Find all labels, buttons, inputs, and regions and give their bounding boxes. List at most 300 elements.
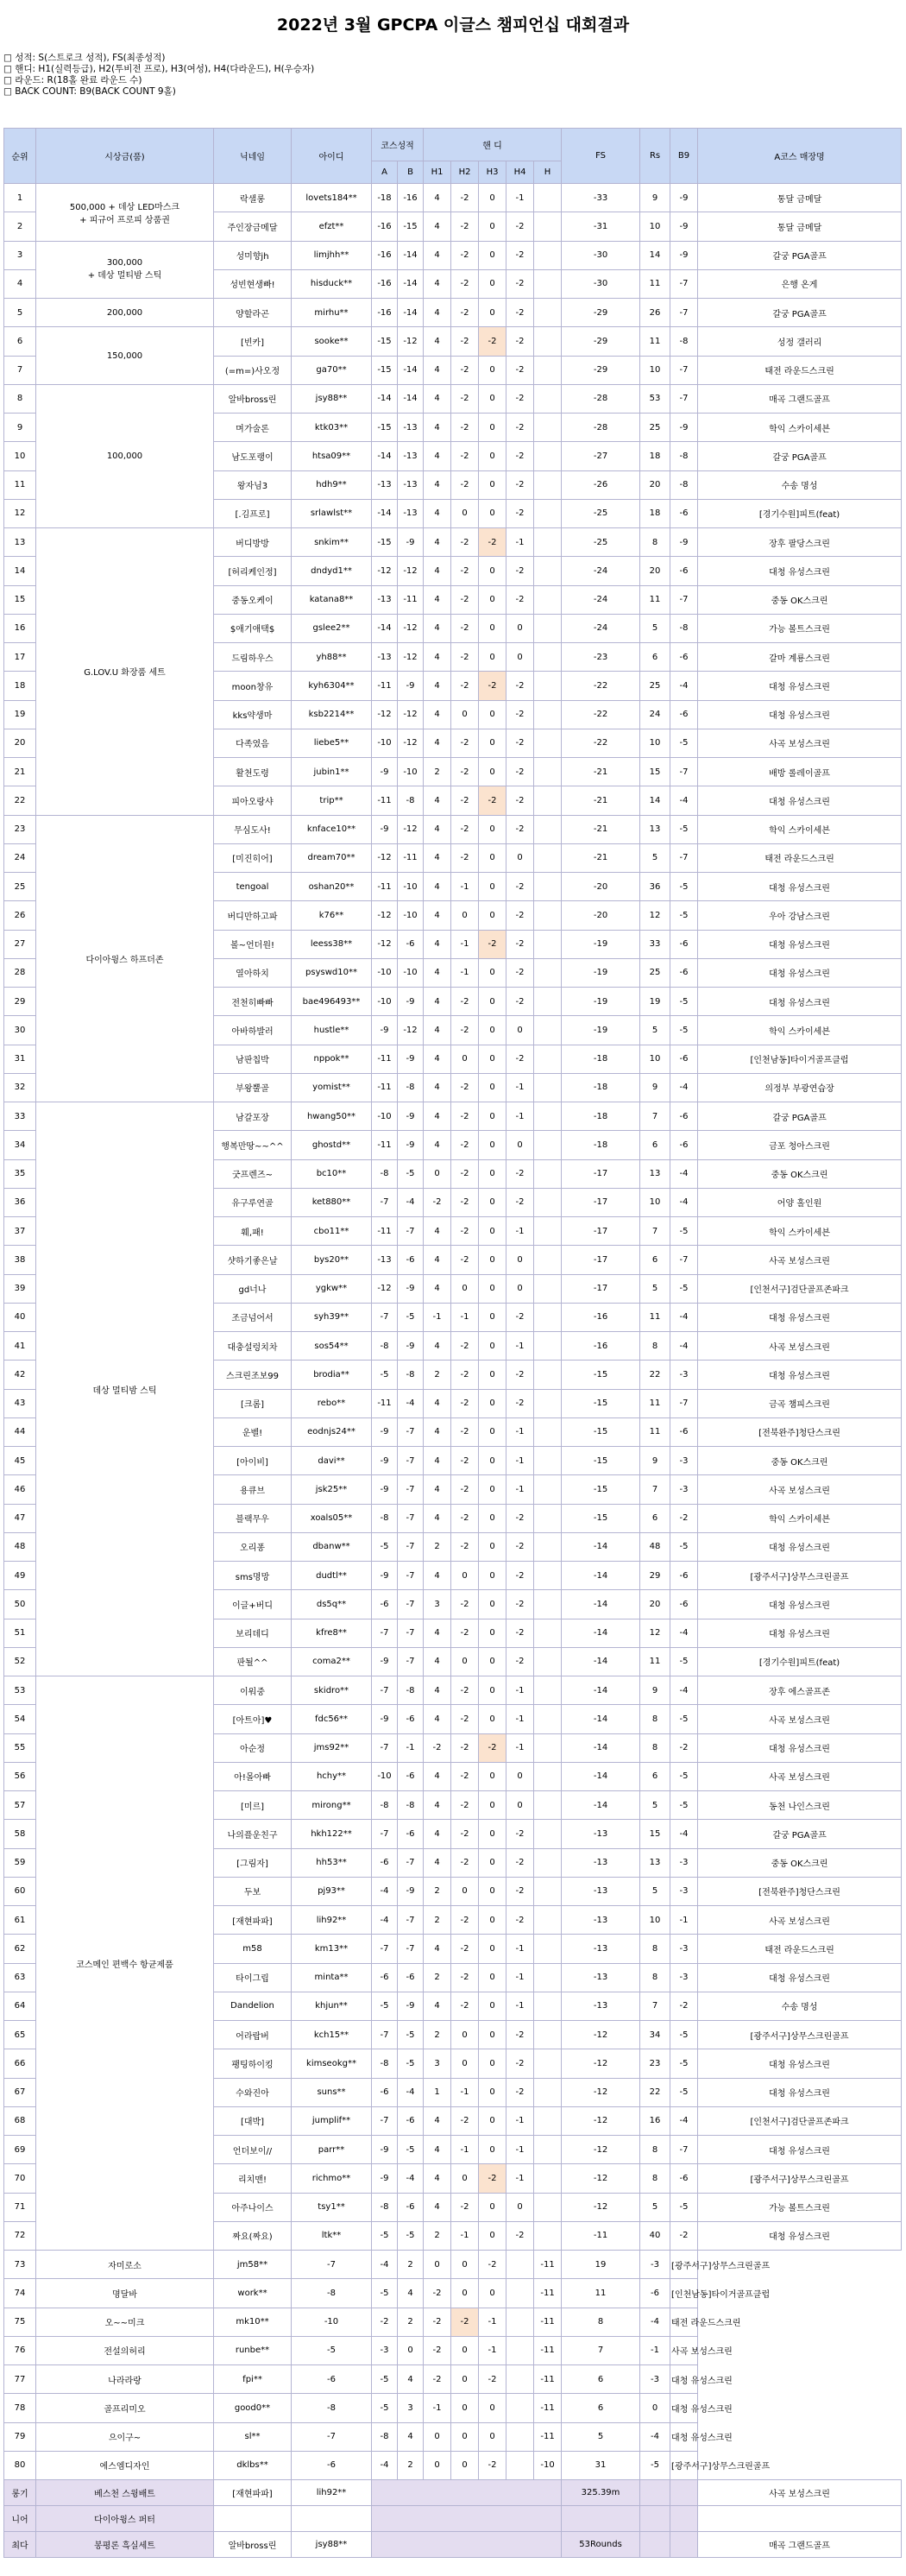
h3-cell: 0 (479, 1188, 506, 1216)
b-cell: -7 (398, 1619, 424, 1647)
nickname-cell: 아!몰아빠 (214, 1762, 292, 1790)
h3-cell: 0 (479, 1217, 506, 1246)
h2-cell: 0 (451, 499, 479, 527)
id-cell: sooke** (292, 327, 372, 356)
h2-cell: -2 (451, 1762, 479, 1790)
h2-cell: -2 (451, 1417, 479, 1446)
fs-cell: -12 (562, 2193, 640, 2221)
store-cell: 갈궁 PGA골프 (698, 1820, 902, 1848)
a-cell: -7 (372, 1733, 398, 1762)
special-nickname-cell: [재현파파] (214, 2480, 292, 2506)
nickname-cell: 대충설렁치차 (214, 1332, 292, 1361)
h3-cell: 0 (479, 212, 506, 241)
h1-cell: 4 (424, 1217, 451, 1246)
header-h: H (534, 161, 562, 184)
h-cell (534, 1647, 562, 1676)
h4-cell: -2 (506, 212, 534, 241)
h3-cell: 0 (479, 1131, 506, 1159)
nickname-cell: 버디방방 (214, 528, 292, 557)
h3-cell: -2 (479, 930, 506, 958)
h-cell (534, 269, 562, 298)
b-cell: -6 (398, 930, 424, 958)
rank-cell: 51 (4, 1619, 36, 1647)
id-cell: syh39** (292, 1303, 372, 1331)
h2-cell: -2 (451, 1791, 479, 1820)
a-cell: -18 (372, 184, 398, 212)
h4-cell: -2 (506, 414, 534, 442)
b-cell: -7 (398, 1562, 424, 1590)
b9-cell: -5 (670, 1016, 698, 1045)
h3-cell: 0 (479, 1417, 506, 1446)
rank-cell: 15 (4, 585, 36, 614)
a-cell: -7 (292, 2251, 372, 2279)
h3-cell: 0 (479, 1389, 506, 1417)
store-cell: 가능 볼트스크린 (698, 2193, 902, 2221)
rs-cell: 29 (640, 1562, 670, 1590)
b9-cell: -6 (670, 1562, 698, 1590)
h-cell (534, 528, 562, 557)
h3-cell: 0 (479, 1159, 506, 1188)
rank-cell: 20 (4, 729, 36, 757)
store-cell: 학익 스카이세븐 (698, 1217, 902, 1246)
h1-cell: 4 (424, 327, 451, 356)
h4-cell: -1 (506, 1992, 534, 2020)
a-cell: -15 (372, 356, 398, 384)
page-title: 2022년 3월 GPCPA 이글스 챔피언십 대회결과 (276, 16, 630, 35)
b9-cell: -4 (670, 1619, 698, 1647)
fs-cell: -24 (562, 557, 640, 585)
b9-cell: -4 (670, 1676, 698, 1705)
b-cell: -6 (398, 1246, 424, 1274)
rank-cell: 25 (4, 873, 36, 901)
b-cell: -5 (372, 2394, 398, 2422)
b9-cell: -3 (640, 2251, 670, 2279)
h1-cell: 4 (424, 1447, 451, 1475)
h-cell (534, 384, 562, 413)
h1-cell: 4 (424, 1992, 451, 2020)
h2-cell: -2 (451, 786, 479, 815)
h-cell (534, 2106, 562, 2135)
special-prize-cell: 봉평론 흑실세트 (36, 2532, 214, 2558)
fs-cell: -13 (562, 1820, 640, 1848)
h3-cell: 0 (451, 2279, 479, 2308)
rs-cell: 22 (640, 2078, 670, 2106)
h4-cell: -2 (506, 988, 534, 1016)
fs-cell: -19 (562, 930, 640, 958)
a-cell: -13 (372, 470, 398, 499)
fs-cell: -21 (562, 843, 640, 872)
rank-cell: 18 (4, 672, 36, 700)
special-result-cell: 53Rounds (562, 2532, 640, 2558)
fs-cell: -21 (562, 758, 640, 786)
a-cell: -12 (372, 843, 398, 872)
rank-cell: 22 (4, 786, 36, 815)
b-cell: -6 (398, 1963, 424, 1992)
fs-cell: -23 (562, 643, 640, 672)
h3-cell: 0 (479, 815, 506, 843)
h4-cell: -2 (506, 873, 534, 901)
b9-cell: -9 (670, 528, 698, 557)
h2-cell: -2 (451, 1963, 479, 1992)
rank-cell: 60 (4, 1877, 36, 1905)
h-cell (534, 1877, 562, 1905)
rank-cell: 74 (4, 2279, 36, 2308)
b9-cell: -4 (670, 1332, 698, 1361)
a-cell: -16 (372, 241, 398, 269)
h-cell (534, 299, 562, 327)
header-store: A코스 매장명 (698, 129, 902, 184)
nickname-cell: [그림자] (214, 1848, 292, 1877)
fs-cell: -17 (562, 1159, 640, 1188)
a-cell: -9 (372, 2164, 398, 2193)
store-cell: [광주서구]상무스크린골프 (670, 2451, 698, 2479)
b-cell: -5 (398, 2049, 424, 2078)
h4-cell: -1 (506, 2106, 534, 2135)
special-award-row (4, 2480, 902, 2506)
nickname-cell: [재현파파] (214, 1906, 292, 1935)
h4-cell: -1 (506, 1963, 534, 1992)
h1-cell: 4 (424, 1131, 451, 1159)
a-cell: -12 (372, 930, 398, 958)
store-cell: 장후 팔당스크린 (698, 528, 902, 557)
nickname-cell: 샷하기좋은날 (214, 1246, 292, 1274)
h3-cell: 0 (479, 643, 506, 672)
h1-cell: 4 (424, 470, 451, 499)
h1-cell: 4 (424, 1504, 451, 1532)
b9-cell: -4 (670, 1073, 698, 1102)
h1-cell: 2 (424, 1963, 451, 1992)
b9-cell: -7 (670, 2136, 698, 2164)
store-cell: 수송 명성 (698, 470, 902, 499)
nickname-cell: m58 (214, 1935, 292, 1963)
id-cell: cbo11** (292, 1217, 372, 1246)
fs-cell: -14 (562, 1590, 640, 1619)
h-cell (534, 958, 562, 987)
h1-cell: 4 (424, 729, 451, 757)
rank-cell: 26 (4, 901, 36, 930)
rank-cell: 39 (4, 1274, 36, 1303)
nickname-cell: 드림하우스 (214, 643, 292, 672)
a-cell: -9 (372, 1475, 398, 1504)
nickname-cell: [빈카] (214, 327, 292, 356)
h4-cell: 0 (479, 2422, 506, 2451)
h1-cell: 2 (424, 1906, 451, 1935)
h-cell (534, 1159, 562, 1188)
nickname-cell: 행복만땅~~^^ (214, 1131, 292, 1159)
header-b9: B9 (670, 129, 698, 184)
h4-cell: -2 (506, 2221, 534, 2250)
h-cell (534, 1504, 562, 1532)
fs-cell: -15 (562, 1447, 640, 1475)
b9-cell: -9 (670, 414, 698, 442)
b9-cell: -4 (670, 1159, 698, 1188)
rank-cell: 38 (4, 1246, 36, 1274)
rs-cell: 23 (640, 2049, 670, 2078)
store-cell: 중동 OK스크린 (698, 585, 902, 614)
header-h1: H1 (424, 161, 451, 184)
a-cell: -14 (372, 614, 398, 642)
h1-cell: 4 (424, 384, 451, 413)
special-prize-cell: 다이아윙스 퍼터 (36, 2506, 214, 2532)
a-cell: -8 (372, 1791, 398, 1820)
h2-cell: -2 (451, 643, 479, 672)
h1-cell: 4 (424, 299, 451, 327)
rs-cell: 5 (640, 1877, 670, 1905)
b9-cell: -3 (670, 1475, 698, 1504)
rank-cell: 43 (4, 1389, 36, 1417)
fs-cell: -33 (562, 184, 640, 212)
nickname-cell: 활천도령 (214, 758, 292, 786)
a-cell: -14 (372, 442, 398, 470)
store-cell: 대청 유성스크린 (698, 2078, 902, 2106)
rs-cell: 26 (640, 299, 670, 327)
id-cell: eodnjs24** (292, 1417, 372, 1446)
fs-cell: -14 (562, 1762, 640, 1790)
rs-cell: 5 (640, 2193, 670, 2221)
h4-cell: -2 (506, 442, 534, 470)
rank-cell: 79 (4, 2422, 36, 2451)
id-cell: dndyd1** (292, 557, 372, 585)
rank-cell: 5 (4, 299, 36, 327)
id-cell: dream70** (292, 843, 372, 872)
id-cell: pj93** (292, 1877, 372, 1905)
nickname-cell: 남갈포장 (214, 1102, 292, 1131)
rs-cell: 53 (640, 384, 670, 413)
b-cell: -9 (398, 1992, 424, 2020)
rank-cell: 70 (4, 2164, 36, 2193)
rs-cell: 5 (640, 843, 670, 872)
nickname-cell: (=m=)사오정 (214, 356, 292, 384)
nickname-cell: 이워중 (214, 1676, 292, 1705)
nickname-cell: 두보 (214, 1877, 292, 1905)
h-cell (506, 2251, 534, 2279)
id-cell: xoals05** (292, 1504, 372, 1532)
h1-cell: 4 (424, 442, 451, 470)
rank-cell: 1 (4, 184, 36, 212)
h1-cell: 2 (398, 2451, 424, 2479)
a-cell: -9 (372, 758, 398, 786)
h4-cell: -2 (506, 585, 534, 614)
h3-cell: 0 (479, 1361, 506, 1389)
h-cell (506, 2422, 534, 2451)
rank-cell: 31 (4, 1045, 36, 1073)
h-cell (534, 1935, 562, 1963)
h3-cell: 0 (479, 470, 506, 499)
h3-cell: 0 (479, 901, 506, 930)
b9-cell: -5 (670, 1791, 698, 1820)
rank-cell: 8 (4, 384, 36, 413)
h1-cell: 4 (424, 1762, 451, 1790)
b-cell: -7 (398, 1848, 424, 1877)
h4-cell: -2 (506, 815, 534, 843)
b9-cell: -5 (670, 1217, 698, 1246)
h1-cell: -2 (424, 1188, 451, 1216)
b-cell: -7 (398, 1475, 424, 1504)
id-cell: ktk03** (292, 414, 372, 442)
h3-cell: 0 (479, 958, 506, 987)
h1-cell: 4 (424, 614, 451, 642)
b-cell: -12 (398, 614, 424, 642)
a-cell: -14 (372, 499, 398, 527)
h-cell (534, 843, 562, 872)
h-cell (534, 1389, 562, 1417)
rs-cell: 5 (640, 614, 670, 642)
a-cell: -10 (372, 1102, 398, 1131)
h4-cell: -2 (506, 499, 534, 527)
special-nickname-cell: 알바bross린 (214, 2532, 292, 2558)
h3-cell: 0 (479, 758, 506, 786)
h3-cell: 0 (479, 2106, 506, 2135)
nickname-cell: 알바bross린 (214, 384, 292, 413)
rs-cell: 10 (640, 356, 670, 384)
fs-cell: -11 (534, 2279, 562, 2308)
rank-cell: 17 (4, 643, 36, 672)
b-cell: -9 (398, 1045, 424, 1073)
store-cell: 학익 스카이세븐 (698, 414, 902, 442)
h3-cell: 0 (479, 700, 506, 729)
store-cell: 우아 강남스크린 (698, 901, 902, 930)
store-cell: 사곡 보성스크린 (698, 1246, 902, 1274)
b-cell: -4 (372, 2451, 398, 2479)
special-id-cell: lih92** (292, 2480, 372, 2506)
h4-cell: -2 (506, 758, 534, 786)
h3-cell: -2 (451, 2308, 479, 2336)
nickname-cell: 아주나이스 (214, 2193, 292, 2221)
rs-cell: 14 (640, 241, 670, 269)
store-cell: 가능 볼트스크린 (698, 614, 902, 642)
b9-cell: -2 (670, 1992, 698, 2020)
b9-cell: -8 (670, 442, 698, 470)
nickname-cell: 다족였음 (214, 729, 292, 757)
rs-cell: 8 (640, 528, 670, 557)
nickname-cell: tengoal (214, 873, 292, 901)
a-cell: -9 (372, 1562, 398, 1590)
store-cell: 중동 OK스크린 (698, 1447, 902, 1475)
h2-cell: -2 (451, 1590, 479, 1619)
h1-cell: 4 (424, 843, 451, 872)
b9-cell: -7 (670, 585, 698, 614)
h4-cell: 0 (506, 1016, 534, 1045)
table-row (4, 1676, 902, 1705)
h1-cell: 2 (424, 1361, 451, 1389)
h1-cell: 4 (424, 901, 451, 930)
rank-cell: 35 (4, 1159, 36, 1188)
store-cell: 대청 유성스크린 (698, 1532, 902, 1561)
fs-cell: -31 (562, 212, 640, 241)
table-row (4, 2451, 902, 2479)
a-cell: -8 (292, 2394, 372, 2422)
nickname-cell: [.김프로] (214, 499, 292, 527)
fs-cell: -14 (562, 1676, 640, 1705)
store-cell: 통달 금메달 (698, 212, 902, 241)
rank-cell: 24 (4, 843, 36, 872)
a-cell: -8 (372, 2049, 398, 2078)
fs-cell: -21 (562, 815, 640, 843)
rank-cell: 7 (4, 356, 36, 384)
rs-cell: 10 (640, 1188, 670, 1216)
rs-cell: 11 (640, 585, 670, 614)
h-cell (534, 470, 562, 499)
h-cell (534, 2021, 562, 2049)
nickname-cell: [아이비] (214, 1447, 292, 1475)
fs-cell: -29 (562, 299, 640, 327)
h2-cell: -2 (451, 241, 479, 269)
h1-cell: 4 (424, 1848, 451, 1877)
h-cell (534, 327, 562, 356)
b9-cell: -5 (670, 1532, 698, 1561)
store-cell: 대청 유성스크린 (698, 873, 902, 901)
h-cell (534, 2136, 562, 2164)
h1-cell: 4 (424, 212, 451, 241)
b-cell: -9 (398, 528, 424, 557)
table-row (4, 184, 902, 212)
header-nickname: 닉네임 (214, 129, 292, 184)
h3-cell: 0 (479, 1935, 506, 1963)
nickname-cell: 피아오랑샤 (214, 786, 292, 815)
id-cell: yh88** (292, 643, 372, 672)
b-cell: -9 (398, 1877, 424, 1905)
h-cell (534, 1906, 562, 1935)
rs-cell: 11 (640, 1303, 670, 1331)
fs-cell: -13 (562, 1877, 640, 1905)
store-cell: 대청 유성스크린 (698, 2221, 902, 2250)
h4-cell: -1 (506, 2136, 534, 2164)
h4-cell: -2 (506, 269, 534, 298)
store-cell: 대청 유성스크린 (670, 2365, 698, 2394)
h2-cell: -2 (451, 1217, 479, 1246)
h1-cell: 2 (424, 2021, 451, 2049)
b-cell: -7 (398, 1906, 424, 1935)
legend-notes (3, 53, 314, 98)
store-cell: [인천서구]검단골프존파크 (698, 1274, 902, 1303)
h4-cell: -2 (506, 557, 534, 585)
b9-cell: -9 (670, 212, 698, 241)
h2-cell: -2 (451, 528, 479, 557)
id-cell: fdc56** (292, 1705, 372, 1733)
a-cell: -6 (372, 2078, 398, 2106)
fs-cell: -15 (562, 1417, 640, 1446)
rank-cell: 19 (4, 700, 36, 729)
a-cell: -5 (372, 1361, 398, 1389)
h2-cell: 0 (424, 2451, 451, 2479)
store-cell: 은행 온게 (698, 269, 902, 298)
rs-cell: 6 (562, 2365, 640, 2394)
h3-cell: 0 (451, 2365, 479, 2394)
a-cell: -6 (292, 2451, 372, 2479)
rank-cell: 68 (4, 2106, 36, 2135)
id-cell: ksb2214** (292, 700, 372, 729)
rs-cell: 11 (640, 269, 670, 298)
h3-cell: -2 (479, 786, 506, 815)
store-cell: 수송 명성 (698, 1992, 902, 2020)
a-cell: -13 (372, 1246, 398, 1274)
b9-cell: -3 (670, 1361, 698, 1389)
b-cell: -12 (398, 327, 424, 356)
id-cell: efzt** (292, 212, 372, 241)
h3-cell: 0 (479, 1045, 506, 1073)
b-cell: -7 (398, 1504, 424, 1532)
h-cell (534, 643, 562, 672)
store-cell: 동천 나인스크린 (698, 1791, 902, 1820)
h1-cell: 4 (424, 815, 451, 843)
rank-cell: 80 (4, 2451, 36, 2479)
rank-cell: 48 (4, 1532, 36, 1561)
b-cell: -9 (398, 1274, 424, 1303)
id-cell: runbe** (214, 2336, 292, 2364)
prize-cell: 200,000 (36, 299, 214, 327)
h4-cell: -2 (506, 1504, 534, 1532)
id-cell: richmo** (292, 2164, 372, 2193)
